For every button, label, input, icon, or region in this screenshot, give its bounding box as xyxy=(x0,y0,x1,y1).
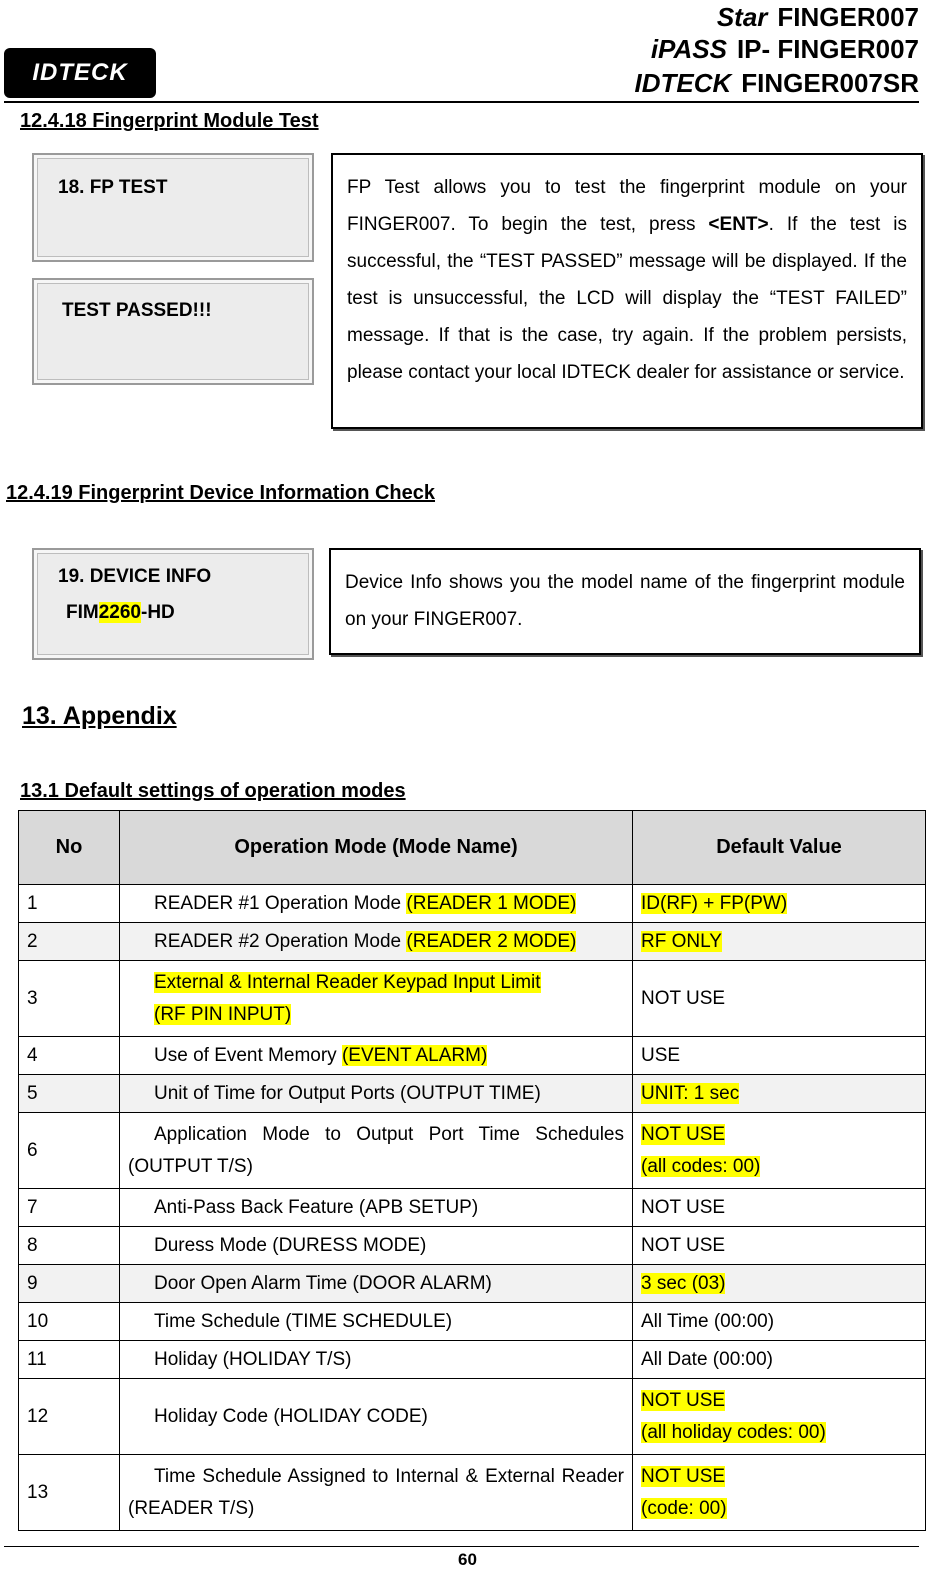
lcd-screen-device-info xyxy=(32,548,314,660)
table-row: 9 Door Open Alarm Time (DOOR ALARM) 3 sec (03) xyxy=(19,1265,926,1303)
table-row: 11 Holiday (HOLIDAY T/S) All Date (00:00) xyxy=(19,1341,926,1379)
fp-test-description: FP Test allows you to test the fingerprint module on your FINGER007. To begin the test, press <ENT>. If the test is successful, the “TEST PASSED” message will be displayed. If the test is unsuccessful, the LCD will display the “TEST FAILED” message. If that is the case, try again. If the problem persists, please contact your local IDTECK dealer for assistance or service. xyxy=(331,153,923,429)
lcd-text: 18. FP TEST xyxy=(58,177,168,198)
product-name-2: iPASS IP- FINGER007 xyxy=(650,34,919,64)
col-header-mode: Operation Mode (Mode Name) xyxy=(120,811,633,885)
footer-divider xyxy=(4,1546,919,1547)
table-row: 1 READER #1 Operation Mode (READER 1 MODE) ID(RF) + FP(PW) xyxy=(19,885,926,923)
table-row: 7 Anti-Pass Back Feature (APB SETUP) NOT USE xyxy=(19,1189,926,1227)
table-row: 5 Unit of Time for Output Ports (OUTPUT TIME) UNIT: 1 sec xyxy=(19,1075,926,1113)
header-divider xyxy=(4,101,919,103)
product-name-3: IDTECK FINGER007SR xyxy=(634,68,919,98)
enter-key-label: <ENT> xyxy=(708,214,769,235)
lcd-screen-test-passed xyxy=(32,278,314,385)
table-row: 4 Use of Event Memory (EVENT ALARM) USE xyxy=(19,1037,926,1075)
table-row: 13 Time Schedule Assigned to Internal & External Reader (READER T/S) NOT USE (code: 00) xyxy=(19,1455,926,1531)
page-number: 60 xyxy=(458,1550,477,1569)
table-row: 2 READER #2 Operation Mode (READER 2 MODE) RF ONLY xyxy=(19,923,926,961)
brand-logo-idteck: IDTECK xyxy=(634,68,732,98)
lcd-text-model: FIM2260-HD xyxy=(66,602,175,623)
brand-logo-ipass: iPASS xyxy=(650,34,727,64)
col-header-no: No xyxy=(19,811,120,885)
default-settings-table xyxy=(18,810,926,1531)
table-header-row xyxy=(19,811,926,885)
lcd-text: TEST PASSED!!! xyxy=(62,300,212,321)
appendix-subtitle: 13.1 Default settings of operation modes xyxy=(20,780,406,802)
section-title-device-info: 12.4.19 Fingerprint Device Information Check xyxy=(6,482,436,504)
table-row: 12 Holiday Code (HOLIDAY CODE) NOT USE (all holiday codes: 00) xyxy=(19,1379,926,1455)
col-header-default: Default Value xyxy=(633,811,926,885)
appendix-title: 13. Appendix xyxy=(22,702,177,730)
brand-logo-star: Star xyxy=(716,2,768,32)
table-row: 10 Time Schedule (TIME SCHEDULE) All Time (00:00) xyxy=(19,1303,926,1341)
company-logo: IDTECK xyxy=(4,48,156,98)
section-title-fp-test: 12.4.18 Fingerprint Module Test xyxy=(20,110,319,132)
lcd-text: 19. DEVICE INFO xyxy=(58,566,212,587)
table-row: 3 External & Internal Reader Keypad Input Limit (RF PIN INPUT) NOT USE xyxy=(19,961,926,1037)
table-row: 6 Application Mode to Output Port Time Schedules (OUTPUT T/S) NOT USE (all codes: 00) xyxy=(19,1113,926,1189)
device-info-description: Device Info shows you the model name of the fingerprint module on your FINGER007. xyxy=(329,548,921,655)
table-row: 8 Duress Mode (DURESS MODE) NOT USE xyxy=(19,1227,926,1265)
product-name-1: Star FINGER007 xyxy=(716,2,919,32)
lcd-screen-fp-test xyxy=(32,153,314,262)
